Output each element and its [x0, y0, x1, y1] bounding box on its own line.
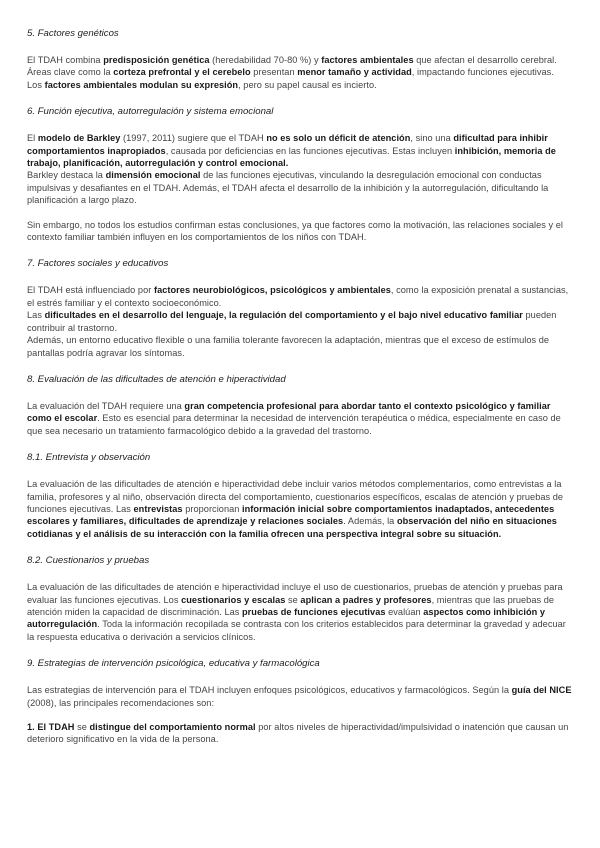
bold-text: dimensión emocional — [105, 170, 201, 181]
section-heading-funcion-ejecutiva: 6. Función ejecutiva, autorregulación y sistema emocional — [27, 106, 274, 118]
bold-text: factores neurobiológicos, psicológicos y ambientales — [153, 285, 391, 296]
paragraph — [27, 684, 573, 709]
text-run: La evaluación de las dificultades de atención e hiperactividad incluye el uso de cuestionarios, pruebas de atención y pruebas para evaluar las funciones ejecutivas. Los — [27, 582, 563, 605]
paragraph — [27, 54, 573, 66]
text-run: , causada por deficiencias en las funciones ejecutivas. Estas incluyen — [165, 145, 455, 156]
text-run: Las — [27, 310, 45, 321]
paragraph — [27, 478, 573, 540]
bold-text: pruebas de funciones ejecutivas — [242, 606, 386, 617]
text-run: de las funciones ejecutivas, vinculando la desregulación emocional con conductas impulsivas y desafiantes en el TDAH. Además, el TDAH afecta el desarrollo de la inhibición y la autorregulación, dificultando la planificación a largo plazo. — [27, 170, 549, 206]
bold-text: gran competencia profesional para abordar tanto el contexto psicológico y familiar como el escolar — [27, 400, 551, 424]
bold-text: no es solo un déficit de atención — [266, 133, 411, 144]
section-heading-evaluacion: 8. Evaluación de las dificultades de atención e hiperactividad — [27, 373, 286, 385]
text-run: . Además, la — [343, 516, 397, 527]
text-run: (heredabilidad 70-80 %) y — [209, 55, 322, 65]
bold-text: factores ambientales — [321, 55, 414, 65]
paragraph — [27, 309, 573, 334]
bold-text: 1. El TDAH — [27, 722, 75, 732]
bold-text: cuestionarios y escalas — [181, 594, 286, 605]
section-heading-factores-sociales: 7. Factores sociales y educativos — [27, 258, 169, 270]
text-run: . Esto es esencial para determinar la necesidad de intervención terapéutica o médica, especialmente en caso de que sea necesario un tratamiento farmacológico debido a la gravedad del trastorno. — [27, 413, 561, 436]
text-run: se — [285, 594, 301, 605]
bold-text: modelo de Barkley — [37, 133, 121, 144]
text-run: Barkley destaca la — [27, 170, 106, 181]
bold-text: aplican a padres y profesores — [300, 594, 432, 605]
bold-text: dificultades en el desarrollo del lenguaje, la regulación del comportamiento y el bajo nivel educativo familiar — [44, 310, 523, 321]
text-run: La evaluación del TDAH requiere una — [27, 400, 185, 411]
text-run: El TDAH está influenciado por — [27, 285, 154, 296]
text-run: Áreas clave como la — [27, 67, 114, 78]
bold-text: guía del NICE — [511, 685, 572, 696]
text-run: (1997, 2011) sugiere que el TDAH — [120, 133, 267, 144]
text-run: se — [74, 722, 90, 732]
bold-text: menor tamaño y actividad — [297, 67, 412, 78]
paragraph — [27, 284, 573, 309]
text-run: El — [27, 133, 38, 144]
bold-text: factores ambientales modulan su expresión — [44, 79, 239, 90]
paragraph — [27, 169, 573, 206]
bold-text: observación del niño en situaciones cotidianas y el análisis de su interacción con la familia ofrecen una perspectiva integral sobre su situación. — [27, 516, 557, 539]
paragraph — [27, 79, 573, 91]
text-run: que afectan el desarrollo cerebral. — [413, 55, 557, 65]
bold-text: corteza prefrontal y el cerebelo — [113, 67, 251, 78]
section-heading-factores-geneticos: 5. Factores genéticos — [27, 28, 119, 39]
text-run: , pero su papel causal es incierto. — [238, 79, 377, 90]
bold-text: dificultad para inhibir comportamientos inapropiados — [27, 133, 548, 156]
text-run: Las estrategias de intervención para el TDAH incluyen enfoques psicológicos, educativos y farmacológicos. Según la — [27, 685, 512, 696]
bold-text: entrevistas — [133, 503, 183, 514]
text-run: El TDAH combina — [27, 55, 104, 65]
paragraph — [27, 581, 573, 643]
text-run: Los — [27, 79, 45, 90]
text-run: , mientras que las pruebas de atención miden la capacidad de discriminación. Las — [27, 594, 555, 617]
bold-text: predisposición genética — [103, 55, 210, 65]
text-run: , como la exposición prenatal a sustancias, el estrés familiar y el contexto socioeconómico. — [27, 285, 569, 308]
text-run: evalúan — [385, 606, 424, 617]
text-run: , sino una — [410, 133, 454, 144]
text-run: pueden contribuir al trastorno. — [27, 310, 557, 333]
section-heading-entrevista: 8.1. Entrevista y observación — [27, 452, 151, 464]
bold-text: aspectos como inhibición y autorregulación — [27, 606, 546, 630]
text-run: . Toda la información recopilada se contrasta con los criterios establecidos para determinar la gravedad y adecuar la respuesta educativa o derivación a servicios clínicos. — [27, 619, 566, 642]
text-run: Además, un entorno educativo flexible o una familia tolerante favorecen la adaptación, mientras que el exceso de estímulos de pantallas podría agravar los síntomas. — [27, 335, 550, 358]
bold-text: información inicial sobre comportamientos inadaptados, antecedentes escolares y familiares, dificultades de aprendizaje y relaciones sociales — [27, 503, 555, 527]
text-run: La evaluación de las dificultades de atención e hiperactividad debe incluir varios métodos complementarios, como entrevistas a la familia, profesores y al niño, observación directa del comportamiento, cuestionarios específicos, escalas de atención y pruebas de funciones ejecutivas. Las — [27, 479, 564, 514]
section-heading-cuestionarios: 8.2. Cuestionarios y pruebas — [27, 555, 150, 567]
paragraph — [27, 66, 573, 78]
text-run: (2008), las principales recomendaciones son: — [27, 697, 215, 708]
section-heading-estrategias: 9. Estrategias de intervención psicológica, educativa y farmacológica — [27, 658, 320, 670]
paragraph — [27, 132, 573, 169]
text-run: por altos niveles de hiperactividad/impulsividad o inatención que causan un deterioro significativo en la vida de la persona. — [27, 722, 569, 745]
text-run: presentan — [250, 67, 298, 78]
text-run: Sin embargo, no todos los estudios confirman estas conclusiones, ya que factores como la motivación, las relaciones sociales y el contexto familiar también influyen en los comportamientos de los niños con TDAH. — [27, 219, 564, 243]
text-run: , impactando funciones ejecutivas. — [411, 67, 554, 78]
bold-text: distingue del comportamiento normal — [89, 722, 256, 732]
bold-text: inhibición, memoria de trabajo, planificación, autorregulación y control emocional. — [27, 145, 556, 169]
text-run: proporcionan — [182, 503, 243, 514]
paragraph — [27, 219, 573, 244]
paragraph — [27, 400, 573, 437]
paragraph — [27, 721, 573, 746]
paragraph — [27, 334, 573, 359]
